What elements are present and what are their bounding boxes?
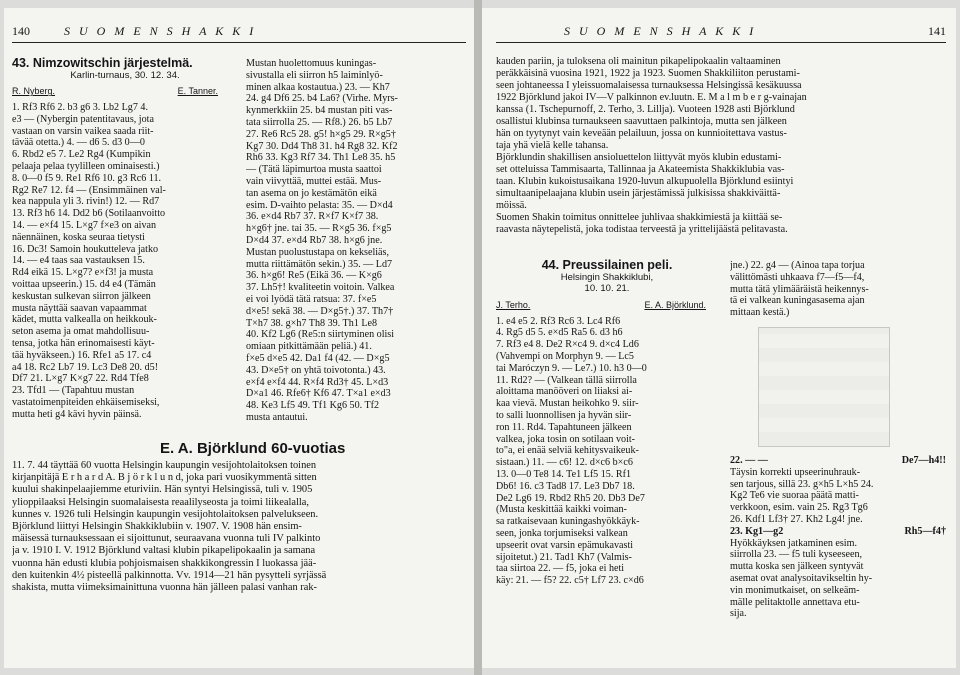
text-line: (Musta keskittää kaikki voiman- (496, 504, 627, 516)
text-line: to salli luonnollisen ja hyvän siir- (496, 409, 632, 421)
game44-notes-mid (730, 467, 946, 526)
game43-event: Karlin-turnaus, 30. 12. 34. (70, 69, 180, 81)
text-line: osallistui klubinsa turnaukseen saavuttaen palkintoja, mutta sen jälkeen (496, 116, 787, 127)
text-line: 1. Rf3 Rf6 2. b3 g6 3. Lb2 Lg7 4. (12, 102, 148, 114)
text-line: kauden pariin, ja tuloksena oli mainitun pikapelipokaalin valtaaminen (496, 56, 781, 67)
text-line: Björklundin shakillisen ansioluettelon liittyvät myös klubin edustami- (496, 152, 782, 163)
text-line: tä ei valkean kuningasasema ajan (730, 295, 865, 307)
text-line: kädet, mutta valkealla on heikkouk- (12, 314, 157, 326)
text-line: Kg2 Te6 vie suoraa päätä matti- (730, 490, 859, 502)
text-line: tata siirrolla 25. — Rf8.) 26. b5 Lb7 (246, 116, 393, 128)
text-line: välittömästi uhkaava f7—f5—f4, (730, 271, 865, 283)
game44-white-player: J. Terho. (496, 299, 531, 310)
text-line: Björklund liittyi Helsingin Shakkiklubiin v. 1907. V. 1908 hän ensim- (12, 521, 302, 533)
text-line: tää hyväkseen.) 16. Rfe1 a5 17. c4 (12, 349, 152, 361)
text-line: siirrolla 23. — f5 tuli kyseeseen, (730, 549, 863, 561)
right-intro-text (496, 56, 946, 236)
text-line: Rh6 33. Kg3 Rf7 34. Th1 Le8 35. h5 (246, 152, 396, 164)
right-page-header (496, 22, 946, 43)
text-line: omiaan pitkittämään peliä.) 41. (246, 341, 372, 353)
text-line: vain viivyttää, muttei estää. Mus- (246, 175, 382, 187)
text-line: seen, jonka torjumiseksi valkean (496, 527, 628, 539)
text-line: Mustan huolettomuus kuningas- (246, 58, 377, 69)
text-line: 36. h×g6! Re5 (Eikä 36. — K×g6 (246, 270, 382, 282)
move-22-white: 22. — — (730, 454, 768, 466)
text-line: seen johtaneessa I yleissuomalaisessa turnauksessa Helsingissä kesäkuussa (496, 80, 802, 91)
article-lines (12, 460, 466, 594)
game44-notes-top (730, 260, 946, 319)
text-line: Hyökkäyksen jatkaminen esim. (730, 537, 857, 549)
text-line: Db6! 16. c3 Tad8 17. Le3 Db7 18. (496, 480, 635, 492)
game43-white-player: R. Nyberg. (12, 86, 56, 97)
text-line: 27. Re6 Rc5 28. g5! h×g5 29. R×g5† (246, 128, 396, 140)
text-line: näennäinen, koska seuraa tietysti (12, 231, 145, 243)
text-line: kynmerkkiin 25. b4 mustan piti vas- (246, 105, 393, 117)
game43-black-player: E. Tanner. (177, 86, 218, 97)
text-line: 11. Rd2? — (Valkean tällä siirrolla (496, 374, 637, 386)
text-line: Rg2 Re7 12. f4 — (Ensimmäinen val- (12, 184, 166, 196)
text-line: 16. Dc3! Samoin houkutteleva jatko (12, 243, 159, 255)
text-line: sen tarjous, sillä 23. g×h5 L×h5 24. (730, 478, 874, 490)
text-line: Rd4 eikä 15. L×g7? e×f3! ja musta (12, 267, 154, 279)
text-line: sivustalla eli siirron h5 laiminlyö- (246, 69, 383, 81)
text-line: kea nappula yli 3. rivin!) 12. — Rd7 (12, 196, 160, 208)
text-line: mäisessä turnauksessaan ei sijoittunut, seuraavana vuonna tuli IV palkinto (12, 533, 321, 545)
text-line: 43. D×e5† on yhtä toivotonta.) 43. (246, 364, 386, 376)
text-line: jne.) 22. g4 — (Ainoa tapa torjua (730, 260, 865, 271)
text-line: 26. Kdf1 Lf3† 27. Kh2 Lg4! jne. (730, 513, 863, 525)
text-line: set otteluissa Tammisaarta, Tallinnaa ja Akateemista Shakkiklubia vas- (496, 164, 785, 175)
text-line: sa ratkaisevaan kuningashyökkäyk- (496, 516, 640, 528)
move-23-white: 23. Kg1—g2 (730, 525, 784, 537)
text-line: 23. Tfd1 — (Tapahtuu mustan (12, 385, 135, 397)
move-23-black: Rh5—f4† (904, 525, 946, 537)
text-line: h×g6† jne. tai 35. — R×g5 36. f×g5 (246, 223, 392, 235)
text-line: 1922 Björklund jakoi IV—V palkinnon ev.luutn. E. M a l m b e r g-vainajan (496, 92, 807, 103)
text-line: T×h7 38. g×h7 Th8 39. Th1 Le8 (246, 317, 378, 329)
text-line: mutta tätä ylimääräistä heikennys- (730, 283, 869, 295)
text-line: 40. Kf2 Lg6 (Re5:n siirtyminen olisi (246, 329, 395, 341)
text-line: pelaaja pelaa tyylilleen ominaisesti.) (12, 161, 160, 173)
text-line: kunnes v. 1926 tuli Helsingin kaupungin vesijohtolaitoksen palvelukseen. (12, 508, 319, 520)
text-line: D×a1 46. Rfe6† Kf6 47. T×a1 e×d3 (246, 388, 391, 400)
text-line: musta antautui. (246, 411, 308, 423)
text-line: verkkoon, esim. vain 25. Rg3 Tg6 (730, 502, 868, 514)
text-line: 7. Rf3 e4 8. De2 R×c4 9. d×c4 Ld6 (496, 339, 639, 351)
text-line: (Vahvempi on Morphyn 9. — Lc5 (496, 350, 634, 362)
text-line: ja v. 1910 I. V. 1912 Björklund valtasi klubin pikapelipokaalin ja samana (12, 545, 316, 557)
text-line: voittaa upseerin.) 15. d4 e4 (Tämän (12, 279, 156, 291)
text-line: kaa vievä. Mustan heikohko 9. siir- (496, 398, 639, 410)
text-line: upseerit ovat varsin epämukavasti (496, 539, 634, 551)
text-line: minen alkaa kostautua.) 23. — Kh7 (246, 81, 390, 93)
text-line: den kuitenkin 4½ pisteellä palkinnotta. Vv. 1914—21 hän pysytteli syrjässä (12, 569, 327, 581)
text-line: Täysin korrekti upseerinuhrauk- (730, 466, 861, 478)
text-line: tan asema on jo kestämätön eikä (246, 187, 377, 199)
text-line: hän on tyytynyt vain keveään pelailuun, jossa on kunnioitettava vastus- (496, 128, 787, 139)
text-line: 36. e×d4 Rb7 37. R×f7 K×f7 38. (246, 211, 379, 223)
text-line: mutta riittämätön sekin.) 35. — Ld7 (246, 258, 393, 270)
text-line: f×e5 d×e5 42. Da1 f4 (42. — D×g5 (246, 352, 390, 364)
text-line: 11. 7. 44 täyttää 60 vuotta Helsingin kaupungin vesijohtolaitoksen toinen (12, 460, 317, 471)
text-line: ron 11. Rd4. Tapahtuneen jälkeen (496, 421, 632, 433)
text-line: 13. Rf3 h6 14. Dd2 b6 (Sotilaanvoitto (12, 208, 166, 220)
game43-moves (12, 102, 238, 421)
text-line: Df7 21. L×g7 K×g7 22. Rd4 Tfe8 (12, 373, 149, 385)
move-22-row (730, 455, 946, 467)
text-line: sija. (730, 608, 747, 620)
move-22-black: De7—h4!! (901, 454, 946, 466)
article-title: E. A. Björklund 60-vuotias (160, 440, 346, 457)
text-line: d×e5! sekä 38. — D×g5†.) 37. Th7† (246, 305, 394, 317)
intro-lines (496, 56, 946, 236)
right-page (482, 8, 956, 668)
text-line: simultaanipelaajana klubin usein järjestämissä julkisissa shakkiväittä- (496, 188, 781, 199)
game44-notes-end (730, 538, 946, 621)
text-line: kirjanpitäjä E r h a r d A. B j ö r k l u n d, joka pari vuosikymmentä sitten (12, 472, 317, 484)
game43-title: 43. Nimzowitschin järjestelmä. (12, 56, 193, 70)
move-23-row (730, 526, 946, 538)
text-line: 48. Ke3 Lf5 49. Tf1 Kg6 50. Tf2 (246, 400, 380, 412)
game43-players (12, 86, 238, 98)
left-page-number: 140 (12, 24, 30, 38)
text-line: Mustan puolustustapa on kekseliäs, (246, 246, 389, 258)
text-line: 24. g4 Df6 25. b4 La6? (Virhe. Myrs- (246, 93, 398, 105)
text-line: musta näyttää saavan vapaammat (12, 302, 147, 314)
text-line: esim. D-vaihto pelasta: 35. — D×d4 (246, 199, 393, 211)
text-line: keskustan sulkevan siirron jälkeen (12, 290, 151, 302)
text-line: aloittama manööveri on liiaksi ai- (496, 386, 633, 398)
text-line: a4 18. Rc2 Lb7 19. Lc3 De8 20. d5! (12, 361, 159, 373)
text-line: e×f4 e×f4 44. R×f4 Rd3† 45. L×d3 (246, 376, 389, 388)
article-body (12, 460, 466, 594)
text-line: mälle pelitaktolle annettava etu- (730, 596, 860, 608)
game44-right-column (730, 260, 946, 620)
text-line: kanssa (1. Tschepurnoff, 2. Terho, 3. Lillja). Vuoteen 1928 asti Björklund (496, 104, 795, 115)
text-line: peräkkäisinä vuosina 1921, 1922 ja 1923. Suomen Shakkiliiton perustami- (496, 68, 800, 79)
text-line: vastaan on varsin vaikea saada riit- (12, 125, 154, 137)
game44-column (496, 260, 718, 587)
left-page (4, 8, 474, 668)
text-line: sistaan.) 11. — c6! 12. d×c6 b×c6 (496, 457, 633, 469)
chess-diagram-placeholder (758, 327, 890, 447)
text-line: vuonna hän edusti klubia pohjoismaisen shakkikongressin I luokassa jää- (12, 557, 317, 569)
middle-column-annotation (246, 58, 466, 424)
text-line: kuului shakinpelaajiemme eturiviin. Hän syntyi Helsingissä, tuli v. 1905 (12, 484, 313, 496)
text-line: 37. Lh5†! kvaliteetin voitoin. Valkea (246, 282, 395, 294)
text-line: tai Maróczyn 9. — Le7.) 10. h3 0—0 (496, 362, 647, 374)
text-line: ei voi lyödä tätä ratsua: 37. f×e5 (246, 293, 377, 305)
text-line: e3 — (Nybergin patentitavaus, jota (12, 113, 154, 125)
text-line: asemat ovat analysoitavikseltin hy- (730, 572, 873, 584)
right-page-number: 141 (928, 24, 946, 38)
text-line: möissä. (496, 200, 527, 211)
game44-title: 44. Preussilainen peli. (541, 258, 673, 272)
text-line: De2 Lg6 19. Rbd2 Rh5 20. Db3 De7 (496, 492, 645, 504)
text-line: 8. 0—0 f5 9. Re1 Rf6 10. g3 Rc6 11. (12, 172, 162, 184)
text-line: Kg7 30. Dd4 Th8 31. h4 Rg8 32. Kf2 (246, 140, 398, 152)
text-line: mutta heti g4 kävi hyvin päinsä. (12, 408, 142, 420)
text-line: taan. Klubin kukoistusaikana 1920-luvun alkupuolella Björklund esiintyi (496, 176, 794, 187)
text-line: D×d4 37. e×d4 Rb7 38. h×g6 jne. (246, 234, 383, 246)
game44-black-player: E. A. Björklund. (644, 299, 706, 310)
game44-moves (496, 316, 718, 587)
text-line: taja yhä vielä kelle tahansa. (496, 140, 609, 151)
text-line: seton asema ja omat mahdollisuu- (12, 326, 150, 338)
left-running-title: S U O M E N S H A K K I (64, 24, 257, 38)
game44-event-line1: Helsingin Shakkiklubi, (560, 271, 654, 283)
text-line: 14. — e4 taas saa vastauksen 15. (12, 255, 145, 267)
text-line: raavasta näytepelistä, joka todistaa terveestä ja yrittelijäästä pelitavasta. (496, 224, 788, 235)
text-line: 6. Rbd2 e5 7. Le2 Rg4 (Kumpikin (12, 149, 151, 161)
binding-gutter (474, 0, 482, 675)
text-line: — (Tätä läpimurtoa musta saattoi (246, 164, 382, 176)
text-line: shakista, mutta viimeksimainittuna vuonna hän jälleen palasi vanhan rak- (12, 582, 317, 594)
text-line: 4. Rg5 d5 5. e×d5 Ra5 6. d3 h6 (496, 327, 623, 339)
text-line: sijoitetut.) 21. Tad1 Kh7 (Valmis- (496, 551, 632, 563)
text-line: vin monimutkaiset, on selkeäm- (730, 584, 860, 596)
text-line: to"a, ei enää selviä kehitysvaikeuk- (496, 445, 639, 457)
game43-moves-continued (246, 58, 466, 424)
text-line: tensa, jotka hän erinomaisesti käyt- (12, 338, 155, 350)
text-line: taa siirtoa 22. — f5, joka ei heti (496, 563, 625, 575)
text-line: 13. 0—0 Te8 14. Te1 Lf5 15. Rf1 (496, 468, 632, 480)
right-running-title: S U O M E N S H A K K I (564, 24, 757, 38)
text-line: 14. — e×f4 15. L×g7 f×e3 on aivan (12, 220, 157, 232)
text-line: mittaan kestä.) (730, 307, 790, 319)
left-column-game43 (12, 58, 238, 421)
text-line: vastatoimenpiteiden ehkäisemiseksi, (12, 397, 160, 409)
text-line: tävää otetta.) 4. — d6 5. d3 0—0 (12, 137, 145, 149)
text-line: Suomen Shakin toimitus onnittelee juhlivaa shakkimiestä ja kiittää se- (496, 212, 783, 223)
text-line: ylioppilaaksi Helsingin suomalaisesta reaalilyseosta ja toimi liikealalla, (12, 496, 309, 508)
left-page-header (12, 22, 466, 43)
game44-event-line2: 10. 10. 21. (584, 283, 630, 295)
text-line: mutta koska sen jälkeen syntyvät (730, 561, 864, 573)
text-line: käy: 21. — f5? 22. c5† Lf7 23. c×d6 (496, 575, 644, 587)
game44-players (496, 300, 718, 312)
text-line: valkea, joka tosin on sotilaan voit- (496, 433, 636, 445)
text-line: 1. e4 e5 2. Rf3 Rc6 3. Lc4 Rf6 (496, 315, 621, 327)
